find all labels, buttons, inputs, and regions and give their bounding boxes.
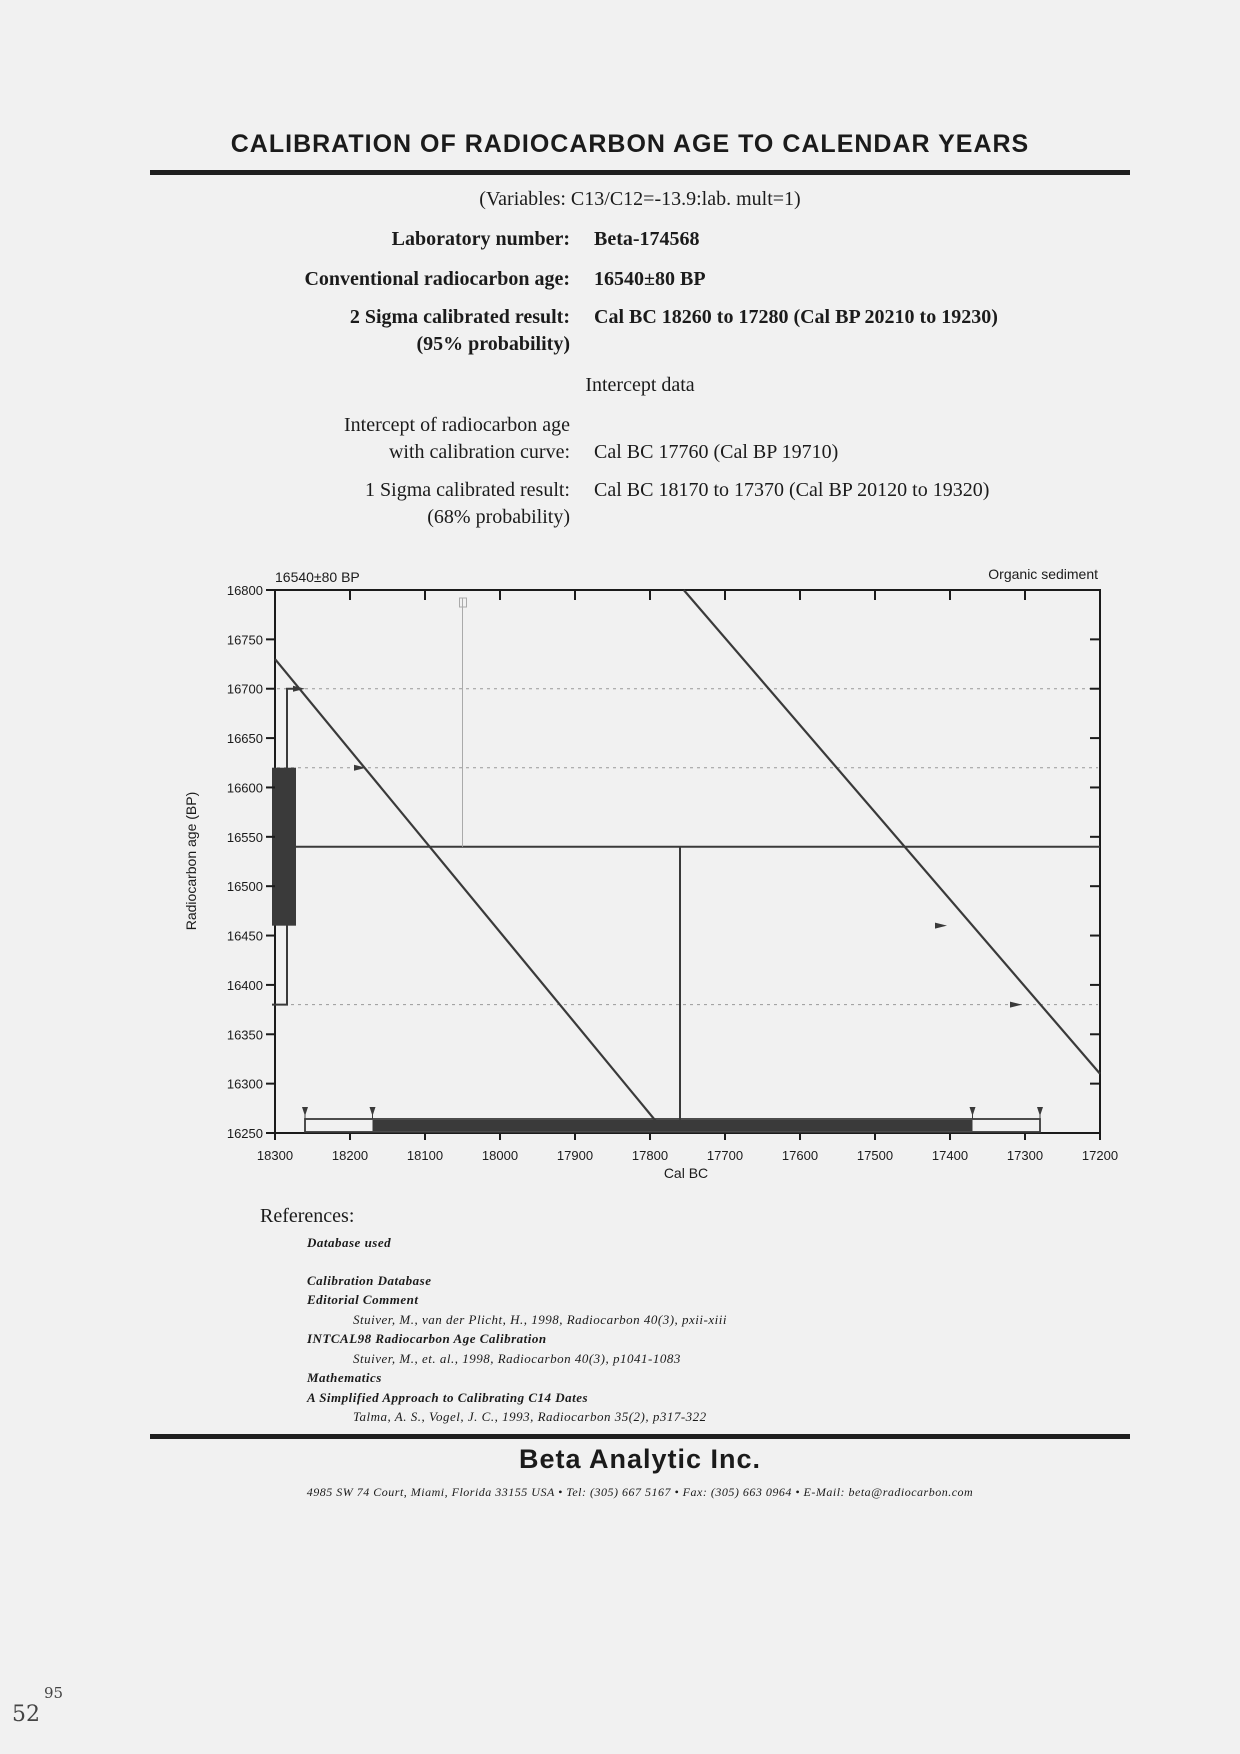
reference-heading: Editorial Comment: [307, 1292, 419, 1307]
y-tick-label-6: 16500: [226, 879, 263, 895]
reference-citation: Talma, A. S., Vogel, J. C., 1993, Radiocarbon 35(2), p317-322: [353, 1409, 707, 1424]
y-axis-label: Radiocarbon age (BP): [183, 791, 199, 931]
chart-top-right-label: Organic sediment: [988, 566, 1098, 582]
two-sigma-value: Cal BC 18260 to 17280 (Cal BP 20210 to 19230): [594, 306, 998, 328]
y-tick-label-1: 16750: [226, 632, 263, 648]
page-title: CALIBRATION OF RADIOCARBON AGE TO CALENDAR YEARS: [230, 130, 1030, 158]
x-tick-label-4: 17900: [556, 1148, 594, 1163]
x-tick-label-1: 18200: [331, 1148, 369, 1163]
y-tick-label-2: 16700: [226, 681, 263, 697]
chart-top-left-label: 16540±80 BP: [275, 569, 360, 585]
company-name: Beta Analytic Inc.: [518, 1444, 762, 1474]
two-sigma-probability: (95% probability): [416, 333, 570, 355]
x-tick-label-0: 18300: [256, 1148, 294, 1163]
reference-citation: Stuiver, M., et. al., 1998, Radiocarbon 40(3), p1041-1083: [353, 1350, 681, 1366]
reference-citation: Stuiver, M., van der Plicht, H., 1998, Radiocarbon 40(3), pxii-xiii: [353, 1311, 727, 1327]
y-tick-label-7: 16450: [226, 928, 263, 944]
handwritten-page-number: 52: [12, 1702, 40, 1727]
one-sigma-age-bar: [272, 768, 296, 926]
handwritten-note: 95: [44, 1684, 64, 1702]
x-tick-label-3: 18000: [481, 1148, 519, 1163]
reference-heading: INTCAL98 Radiocarbon Age Calibration: [307, 1331, 547, 1346]
intercept-label-line1: Intercept of radiocarbon age: [344, 414, 570, 436]
x-axis: [257, 590, 1118, 1163]
x-tick-label-2: 18100: [406, 1148, 444, 1163]
x-axis-label: Cal BC: [663, 1165, 709, 1181]
y-tick-label-0: 16800: [226, 583, 263, 598]
bottom-rule: [150, 1434, 1130, 1439]
lab-number-value: Beta-174568: [594, 228, 700, 250]
reference-heading: Database used: [307, 1235, 392, 1250]
conventional-age-value: 16540±80 BP: [594, 268, 706, 290]
x-tick-label-7: 17600: [781, 1148, 819, 1163]
two-sigma-label: 2 Sigma calibrated result:: [349, 306, 570, 328]
calibration-curve-1: [684, 590, 1100, 1074]
y-tick-label-10: 16300: [226, 1076, 263, 1092]
x-tick-label-9: 17400: [931, 1148, 969, 1163]
intercept-label-line2: with calibration curve:: [388, 441, 570, 463]
y-tick-label-5: 16550: [226, 829, 263, 845]
reference-heading: A Simplified Approach to Calibrating C14 Dates: [307, 1389, 589, 1405]
curve-marker-arrow-2: [935, 923, 947, 929]
one-sigma-cal-bar: [373, 1120, 973, 1131]
lab-number-label: Laboratory number:: [391, 228, 570, 250]
one-sigma-label: 1 Sigma calibrated result:: [365, 479, 570, 501]
x-tick-label-8: 17500: [856, 1148, 894, 1163]
references-heading: References:: [260, 1205, 355, 1227]
one-sigma-value: Cal BC 18170 to 17370 (Cal BP 20120 to 19320): [594, 479, 990, 501]
reference-heading: Calibration Database: [307, 1272, 432, 1288]
y-tick-label-8: 16400: [226, 977, 263, 993]
y-axis: [227, 583, 1100, 1141]
variables-line: (Variables: C13/C12=-13.9:lab. mult=1): [479, 188, 801, 210]
one-sigma-probability: (68% probability): [427, 506, 570, 528]
plot-frame: [275, 590, 1100, 1133]
y-tick-label-11: 16250: [226, 1126, 263, 1141]
company-address: 4985 SW 74 Court, Miami, Florida 33155 USA • Tel: (305) 667 5167 • Fax: (305) 663 0964 • E-Mail: beta@radiocarbon.com: [306, 1485, 974, 1499]
intercept-heading: Intercept data: [585, 374, 695, 396]
intercept-value: Cal BC 17760 (Cal BP 19710): [594, 441, 839, 463]
x-tick-label-10: 17300: [1006, 1148, 1044, 1163]
x-tick-label-11: 17200: [1081, 1148, 1119, 1163]
x-tick-label-6: 17700: [706, 1148, 744, 1163]
calibration-curve-0: [275, 659, 658, 1123]
conventional-age-label: Conventional radiocarbon age:: [304, 268, 570, 290]
curve-marker-arrow-3: [1010, 1002, 1022, 1008]
reference-heading: Mathematics: [307, 1370, 382, 1385]
chart-marks: [272, 590, 1100, 1132]
y-tick-label-3: 16650: [226, 731, 263, 747]
y-tick-label-9: 16350: [226, 1027, 263, 1043]
x-tick-label-5: 17800: [631, 1148, 669, 1163]
y-tick-label-4: 16600: [226, 780, 263, 796]
